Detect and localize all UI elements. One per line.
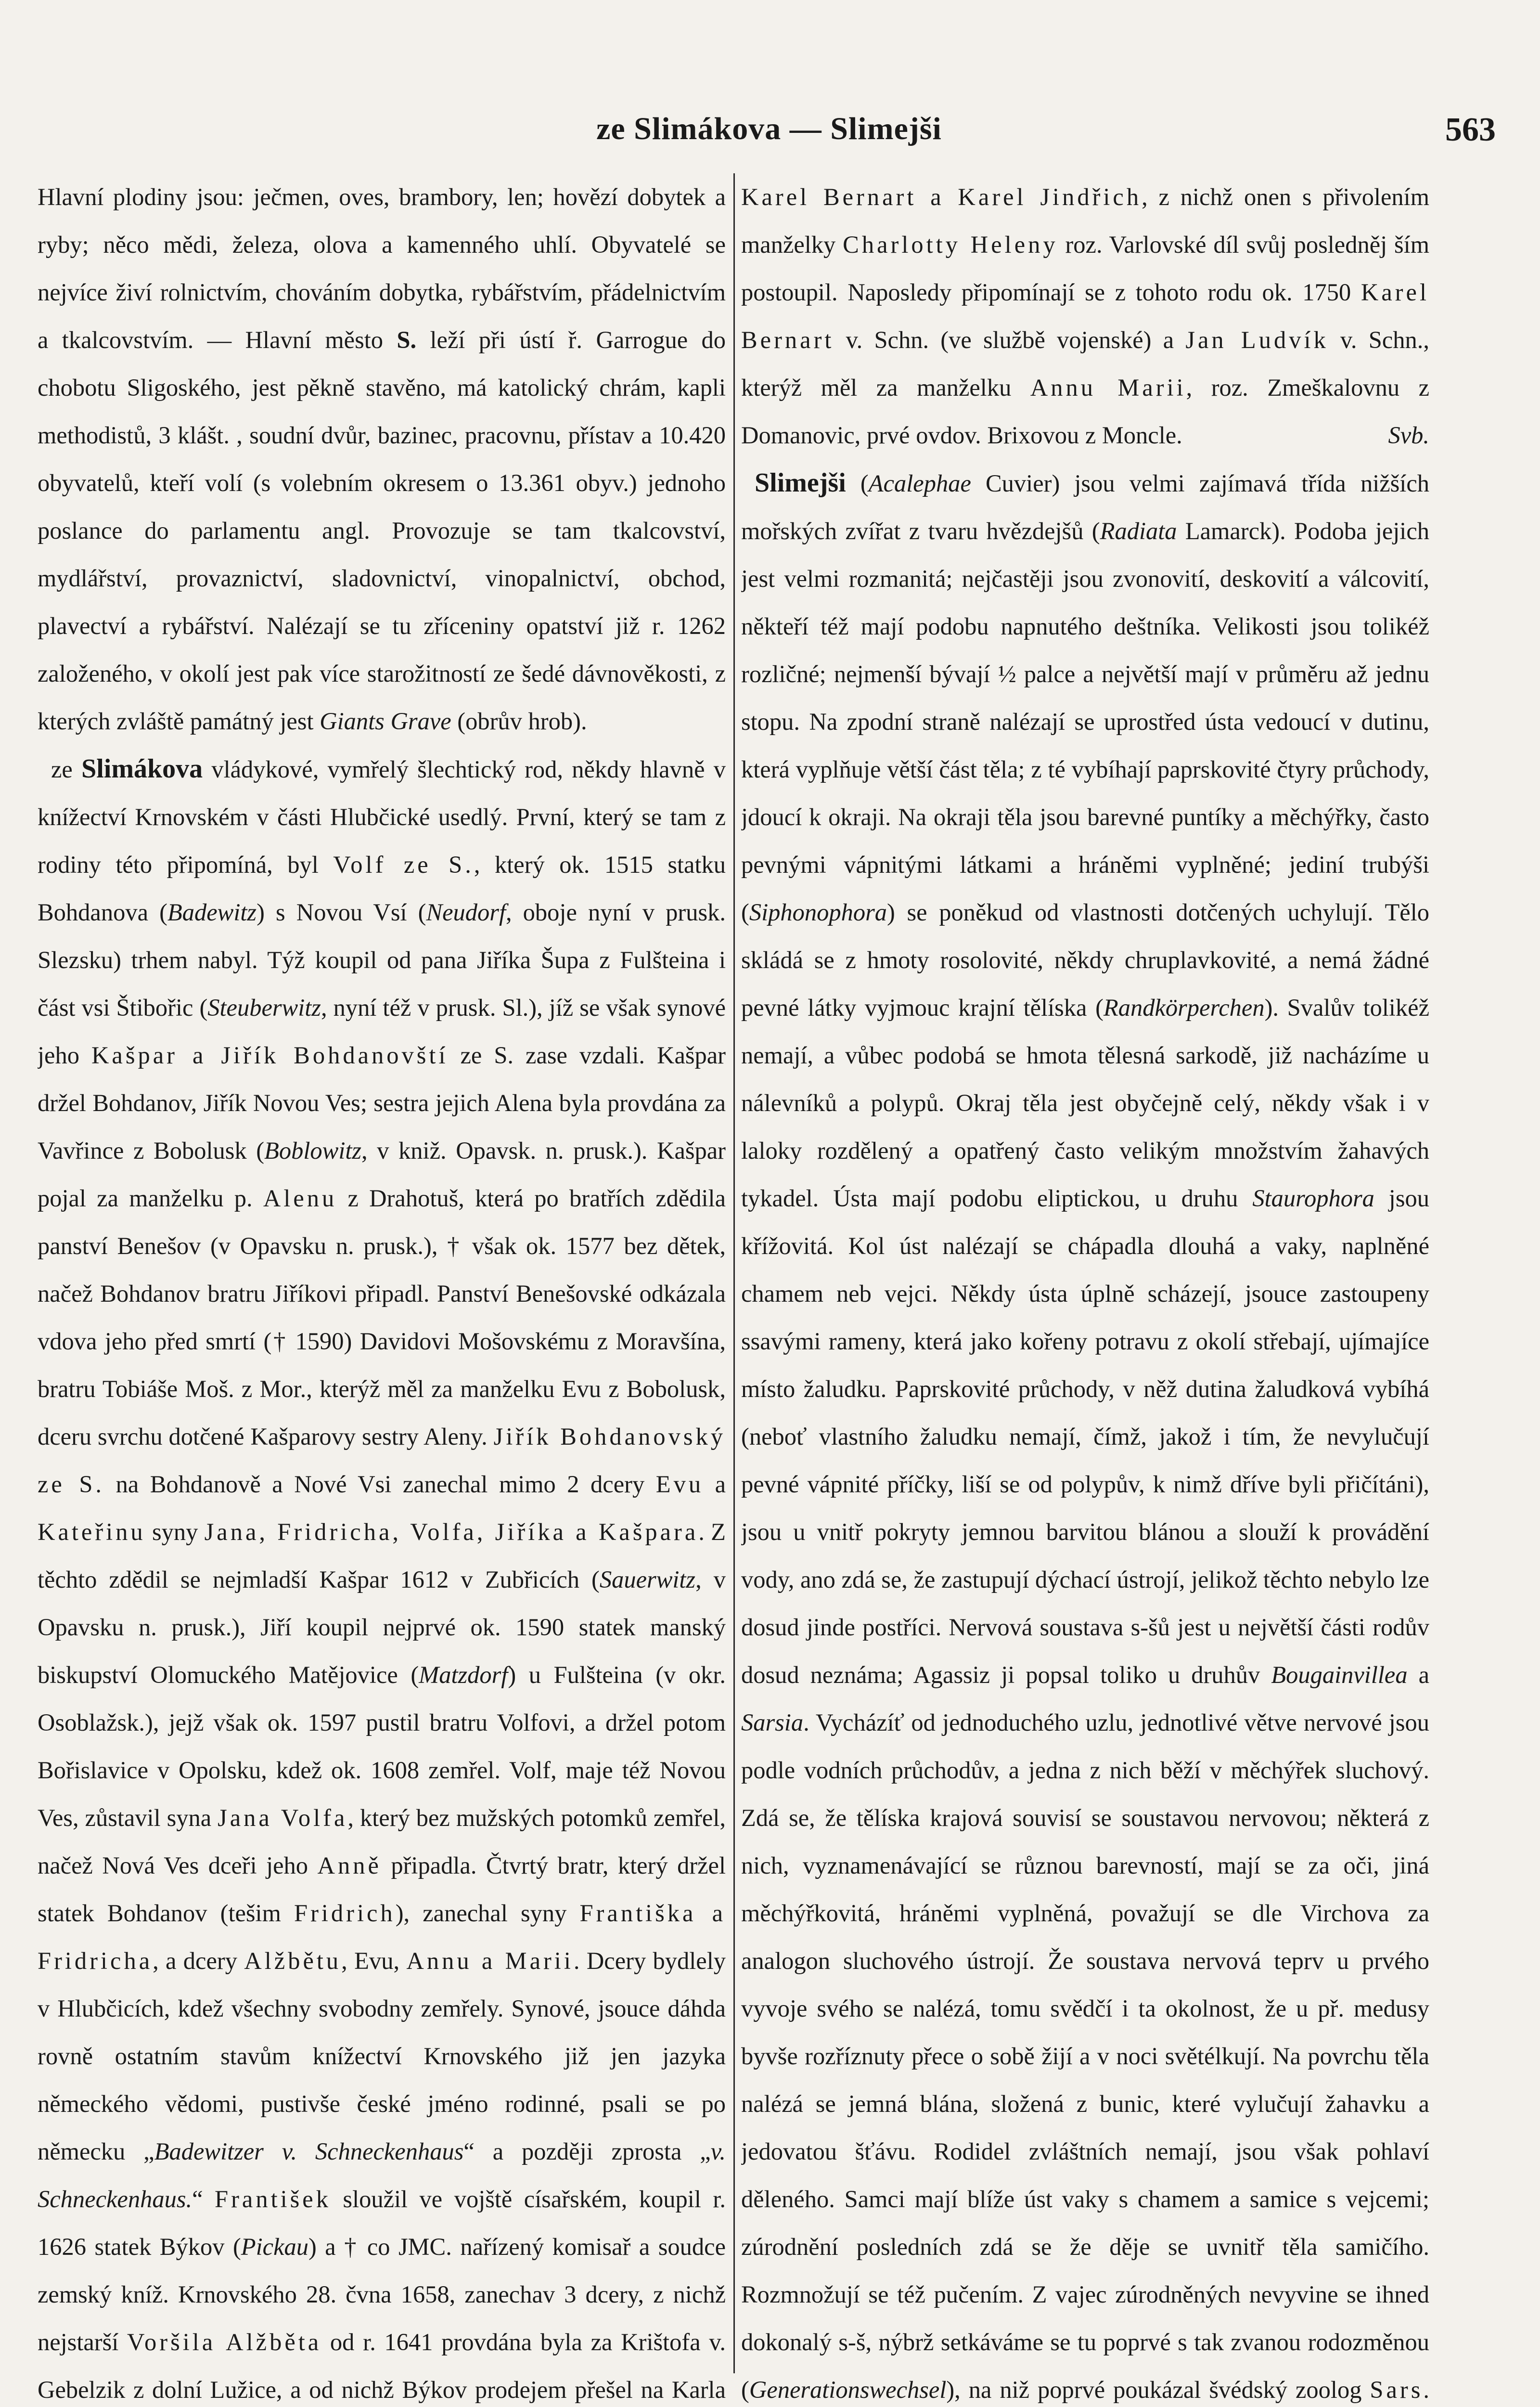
running-head <box>38 101 1501 154</box>
book-page <box>38 101 1501 2407</box>
running-title: ze Slimákova — Slimejši <box>596 111 942 146</box>
page-number: 563 <box>1445 111 1496 148</box>
column-divider <box>733 173 735 2373</box>
entry-slimakova-continued: Karel Bernart a Karel Jindřich, z nichž onen s přivolením manželky Charlotty Heleny roz. Varlovské díl svůj posledněj ším postoupil. Naposledy připomínají se z tohoto rodu ok. 1750 Karel Bernart v. Schn. (ve službě vojenské) a Jan Ludvík v. Schn., kterýž měl za manželku Annu Marii, roz. Zmeškalovnu z Domanovic, prvé ovdov. Brixovou z Moncle. Svb. <box>741 173 1429 459</box>
lemma-slimakova: Slimákova <box>81 754 203 784</box>
entry-slimakova: ze Slimákova vládykové, vymřelý šlechtický rod, někdy hlavně v knížectví Krnovském v části Hlubčické usedlý. První, který se tam z rodiny této připomíná, byl Volf ze S., který ok. 1515 statku Bohdanova (Badewitz) s Novou Vsí (Neudorf, oboje nyní v prusk. Slezsku) trhem nabyl. Týž koupil od pana Jiříka Šupa z Fulšteina i část vsi Štibořic (Steuberwitz, nyní též v prusk. Sl.), jíž se však synové jeho Kašpar a Jiřík Bohdanovští ze S. zase vzdali. Kašpar držel Bohdanov, Jiřík Novou Ves; sestra jejich Alena byla provdána za Vavřince z Bobolusk (Boblowitz, v kniž. Opavsk. n. prusk.). Kašpar pojal za manželku p. Alenu z Drahotuš, která po bratřích zdědila panství Benešov (v Opavsku n. prusk.), † však ok. 1577 bez dětek, načež Bohdanov bratru Jiříkovi připadl. Panství Benešovské odkázala vdova jeho před smrtí († 1590) Davidovi Mošovskému z Moravšína, bratru Tobiáše Moš. z Mor., kterýž měl za manželku Evu z Bobolusk, dceru svrchu dotčené Kašparovy sestry Aleny. Jiřík Bohdanovský ze S. na Bohdanově a Nové Vsi zanechal mimo 2 dcery Evu a Kateřinu syny Jana, Fridricha, Volfa, Jiříka a Kašpara. Z těchto zdědil se nejmladší Kašpar 1612 v Zubřicích (Sauerwitz, v Opavsku n. prusk.), Jiří koupil nejprvé ok. 1590 statek manský biskupství Olomuckého Matějovice (Matzdorf) u Fulšteina (v okr. Osoblažsk.), jejž však ok. 1597 pustil bratru Volfovi, a držel potom Bořislavice v Opolsku, kdež ok. 1608 zemřel. Volf, maje též Novou Ves, zůstavil syna Jana Volfa, který bez mužských potomků zemřel, načež Nová Ves dceři jeho Anně připadla. Čtvrtý bratr, který držel statek Bohdanov (tešim Fridrich), zanechal syny Františka a Fridricha, a dcery Alžbětu, Evu, Annu a Marii. Dcery bydlely v Hlubčicích, kdež všechny svobodny zemřely. Synové, jsouce dáhda rovně ostatním stavům knížectví Krnovského již jen jazyka německého vědomi, pustivše české jméno rodinné, psali se po německu „Badewitzer v. Schneckenhaus“ a později zprosta „v. Schneckenhaus.“ František sloužil ve vojště císařském, koupil r. 1626 statek Býkov (Pickau) a † co JMC. nařízený komisař a soudce zemský kníž. Krnovského 28. čvna 1658, zanechav 3 dcery, z nichž nejstarší Voršila Alžběta od r. 1641 provdána byla za Krištofa v. Gebelzik z dolní Lužice, a od nichž Býkov prodejem přešel na Karla <box>38 754 726 2403</box>
entry-slimejsi: Slimejši (Acalephae Cuvier) jsou velmi zajímavá třída nižších mořských zvířat z tvaru hvězdejšů (Radiata Lamarck). Podoba jejich jest velmi rozmanitá; nejčastěji jsou zvonovití, deskovití a válcovití, někteří též mají podobu napnutého deštníka. Velikosti jsou tolikéž rozličné; nejmenší bývají ½ palce a největší mají v průměru až jednu stopu. Na zpodní straně nalézají se uprostřed ústa vedoucí v dutinu, která vyplňuje větší část těla; z té vybíhají paprskovité čtyry průchody, jdoucí k okraji. Na okraji těla jsou barevné puntíky a měchýřky, často pevnými vápnitými látkami a hráněmi vyplněné; jediní trubýši (Siphonophora) se poněkud od vlastnosti dotčených uchylují. Tělo skládá se z hmoty rosolovité, někdy chruplavkovité, a nemá žádné pevné látky vyjmouc krajní tělíska (Randkörperchen). Svalův tolikéž nemají, a vůbec podobá se hmota tělesná sarkodě, již nacházíme u nálevníků a polypů. Okraj těla jest obyčejně celý, někdy však i v laloky rozdělený a opatřený často velikým množstvím žahavých tykadel. Ústa mají podobu eliptickou, u druhu Staurophora jsou křížovitá. Kol úst nalézají se chápadla dlouhá a vaky, naplněné chamem neb vejci. Někdy ústa úplně scházejí, jsouce zastoupeny ssavými rameny, která jako kořeny potravu z okolí střebají, ujímajíce místo žaludku. Paprskovité průchody, v něž dutina žaludková vybíhá (neboť vlastního žaludku nemají, čímž, jakož i tím, že nevylučují pevné vápnité příčky, liší se od polypův, k nimž dříve byli přičítáni), jsou u vnitř pokryty jemnou barvitou blánou a slouží k provádění vody, ano zdá se, že zastupují dýchací ústrojí, jelikož těchto nebylo lze dosud jinde postříci. Nervová soustava s-šů jest u největší části rodův dosud neznáma; Agassiz ji popsal toliko u druhův Bougainvillea a Sarsia. Vycházíť od jednoduchého uzlu, jednotlivé větve nervové jsou podle vodních průchodův, a jedna z nich běží v měchýřek sluchový. Zdá se, že tělíska krajová souvisí se soustavou nervovou; některá z nich, vyznamenávající se různou barevností, mají se za oči, jiná měchýřkovitá, hráněmi vyplněná, považují se dle Virchova za analogon sluchového ústrojí. Že soustava nervová teprv u prvého vyvoje svého se nalézá, tomu svědčí i ta okolnost, že u př. medusy byvše rozříznuty přece o sobě žijí a v noci světélkují. Na povrchu těla nalézá se jemná blána, složená z bunic, které vylučují žahavku a jedovatou šťávu. Rodidel zvláštních nemají, jsou však pohlaví děleného. Samci mají blíže úst vaky s chamem a samice s vejcemi; zúrodnění posledních zdá se že děje se uvnitř těla samičího. Rozmnožují se též pučením. Z vajec zúrodněných nevyvine se ihned dokonalý s-š, nýbrž setkáváme se tu poprvé s tak zvanou rodozměnou (Generationswechsel), na niž poprvé poukázal švédský zoolog Sars. <box>741 468 1429 2403</box>
right-column <box>741 173 1429 2407</box>
author-signature: Svb. <box>1388 422 1429 449</box>
lemma-slimejsi: Slimejši <box>755 468 846 498</box>
left-column <box>38 173 726 2407</box>
entry-sligo-continued: Hlavní plodiny jsou: ječmen, oves, brambory, len; hovězí dobytek a ryby; něco mědi, železa, olova a kamenného uhlí. Obyvatelé se nejvíce živí rolnictvím, chováním dobytka, rybářstvím, přádelnictvím a tkalcovstvím. — Hlavní město S. leží při ústí ř. Garrogue do chobotu Sligoského, jest pěkně stavěno, má katolický chrám, kapli methodistů, 3 klášt. , soudní dvůr, bazinec, pracovnu, přístav a 10.420 obyvatelů, kteří volí (s volebním okresem o 13.361 obyv.) jednoho poslance do parlamentu angl. Provozuje se tam tkalcovství, mydlářství, provaznictví, sladovnictví, vinopalnictví, obchod, plavectví a rybářství. Nalézají se tu zříceniny opatství již r. 1262 založeného, v okolí jest pak více starožitností ze šedé dávnověkosti, z kterých zvláště památný jest Giants Grave (obrův hrob). <box>38 183 726 735</box>
